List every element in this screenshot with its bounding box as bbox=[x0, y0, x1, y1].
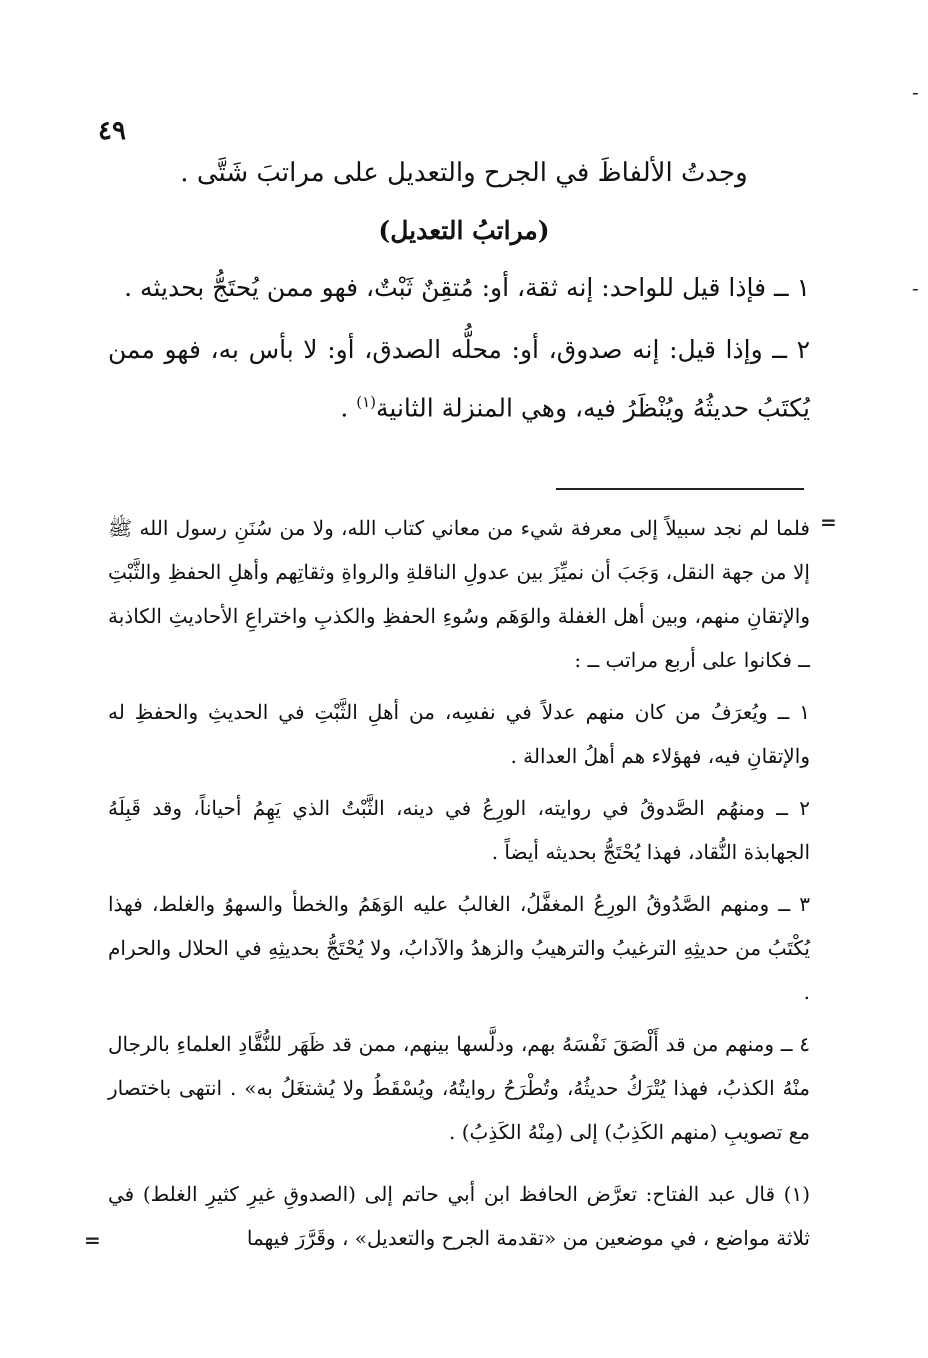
footnote-one-text: (١) قال عبد الفتاح: تعرَّض الحافظ ابن أبي حاتم إلى (الصدوقِ غيرِ كثيرِ الغلط) في ثلاثة مواضع ، في موضعين من «تقدمة الجرح والتعديل» ، وقَرَّرَ فيهما bbox=[108, 1182, 810, 1250]
footnote-reference: (١) bbox=[356, 393, 377, 411]
footnote-paragraph: ٣ ــ ومنهم الصَّدُوقُ الورِعُ المغفَّلُ، الغالبُ عليه الوَهَمُ والخطأ والسهوُ والغلط، فهذا يُكْتَبُ من حديثِهِ الترغيبُ والترهيبُ والزهدُ والآدابُ، ولا يُحْتَجُّ بحديثِهِ في الحلال والحرام . bbox=[108, 892, 810, 1004]
continuation-mark-left: = bbox=[84, 1228, 101, 1252]
footnote-one bbox=[108, 1172, 810, 1260]
edge-mark-top: - bbox=[912, 80, 919, 104]
section-heading: (مراتبُ التعديل) bbox=[378, 216, 550, 245]
main-paragraph-2 bbox=[108, 324, 810, 434]
main-paragraph-1: ١ ــ فإذا قيل للواحد: إنه ثقة، أو: مُتقِنٌ ثَبْتٌ، فهو ممن يُحتَجُّ بحديثه . bbox=[124, 273, 810, 302]
intro-line: وجدتُ الألفاظَ في الجرح والتعديل على مراتبَ شَتَّى . bbox=[180, 158, 748, 188]
footnote-paragraph: فلما لم نجد سبيلاً إلى معرفة شيء من معاني كتاب الله، ولا من سُنَنِ رسول الله ﷺ إلا من جهة النقل، وَجَبَ أن نميِّزَ بين عدولِ الناقلةِ والرواةِ وثقاتِهم وأهلِ الحفظِ والثَّبْتِ والإتقانِ منهم، وبين أهل الغفلة والوَهَم وسُوءِ الحفظِ والكذبِ واختراعِ الأحاديثِ الكاذبة ــ فكانوا على أربع مراتب ــ : bbox=[108, 516, 810, 672]
main-text bbox=[108, 262, 810, 434]
footnote-paragraph: ٢ ــ ومنهُم الصَّدوقُ في روايته، الورِعُ في دينه، الثَّبْتُ الذي يَهِمُ أحياناً، وقد قَبِلَهُ الجهابذة النُّقاد، فهذا يُحْتَجُّ بحديثه أيضاً . bbox=[108, 796, 810, 864]
footnote-continued bbox=[108, 506, 810, 1154]
continuation-mark-right: = bbox=[820, 510, 837, 534]
main-paragraph-2-text: ٢ ــ وإذا قيل: إنه صدوق، أو: محلُّه الصدق، أو: لا بأس به، فهو ممن يُكتَبُ حديثُهُ ويُنْظَرُ فيه، وهي المنزلة الثانية bbox=[108, 335, 810, 423]
footnote-paragraph: ١ ــ ويُعرَفُ من كان منهم عدلاً في نفسِه، من أهلِ الثَّبْتِ في الحديثِ والحفظِ له والإتقانِ فيه، فهؤلاء هم أهلُ العدالة . bbox=[108, 700, 810, 768]
page-number: ٤٩ bbox=[98, 116, 126, 146]
footnote-paragraph: ٤ ــ ومنهم من قد أَلْصَقَ نَفْسَهُ بهم، ودلَّسها بينهم، ممن قد ظَهَر للنُّقَّادِ العلماءِ بالرجال منْهُ الكذبُ، فهذا يُتْرَكُ حديثُهُ، وتُطْرَحُ روايتُهُ، ويُسْقَطُ ولا يُشتغَلُ به» . انتهى باختصار مع تصويبِ (منهم الكَذِبُ) إلى (مِنْهُ الكَذِبُ) . bbox=[108, 1032, 810, 1144]
edge-mark-upper: - bbox=[912, 276, 919, 300]
footnote-divider bbox=[556, 488, 804, 490]
main-paragraph-2-end: . bbox=[340, 393, 357, 423]
